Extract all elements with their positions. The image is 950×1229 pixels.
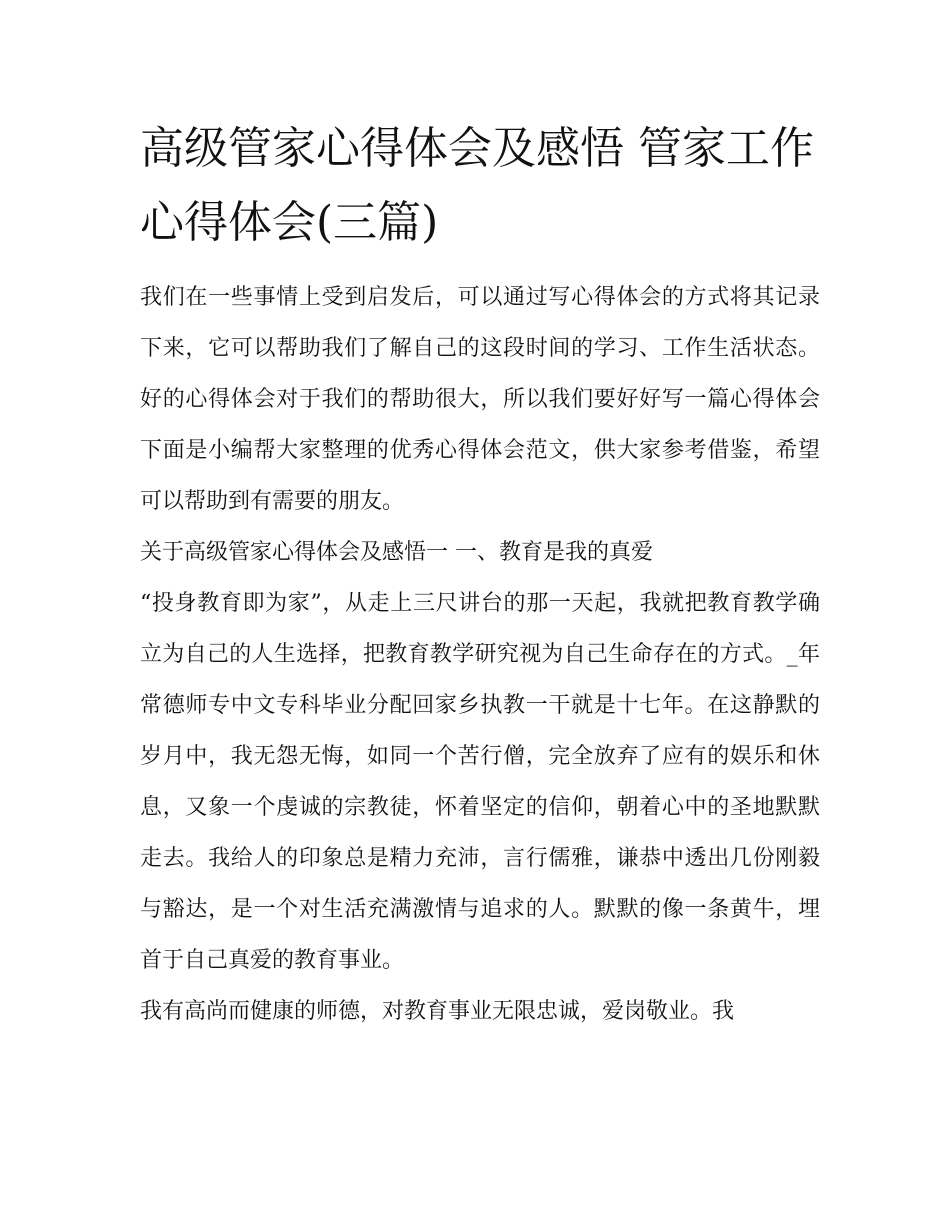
intro-paragraph: 我们在一些事情上受到启发后，可以通过写心得体会的方式将其记录下来，它可以帮助我们了解自己的这段时间的学习、工作生活状态。好的心得体会对于我们的帮助很大，所以我们要好好写一篇心得体会下面是小编帮大家整理的优秀心得体会范文，供大家参考借鉴，希望可以帮助到有需要的朋友。 xyxy=(140,285,820,514)
body-paragraph-1: “投身教育即为家”，从走上三尺讲台的那一天起，我就把教育教学确立为自己的人生选择，把教育教学研究视为自己生命存在的方式。_年常德师专中文专科毕业分配回家乡执教一干就是十七年。在这静默的岁月中，我无怨无悔，如同一个苦行僧，完全放弃了应有的娱乐和休息，又象一个虔诚的宗教徒，怀着坚定的信仰，朝着心中的圣地默默走去。我给人的印象总是精力充沛，言行儒雅，谦恭中透出几份刚毅与豁达，是一个对生活充满激情与追求的人。默默的像一条黄牛，埋首于自己真爱的教育事业。 xyxy=(140,591,820,973)
body-paragraph-2: 我有高尚而健康的师德，对教育事业无限忠诚，爱岗敬业。我 xyxy=(140,999,735,1024)
document-title: 高级管家心得体会及感悟 管家工作心得体会(三篇) xyxy=(140,123,814,248)
document-page xyxy=(140,112,820,1037)
section-heading: 关于高级管家心得体会及感悟一 一、教育是我的真爱 xyxy=(140,540,653,565)
